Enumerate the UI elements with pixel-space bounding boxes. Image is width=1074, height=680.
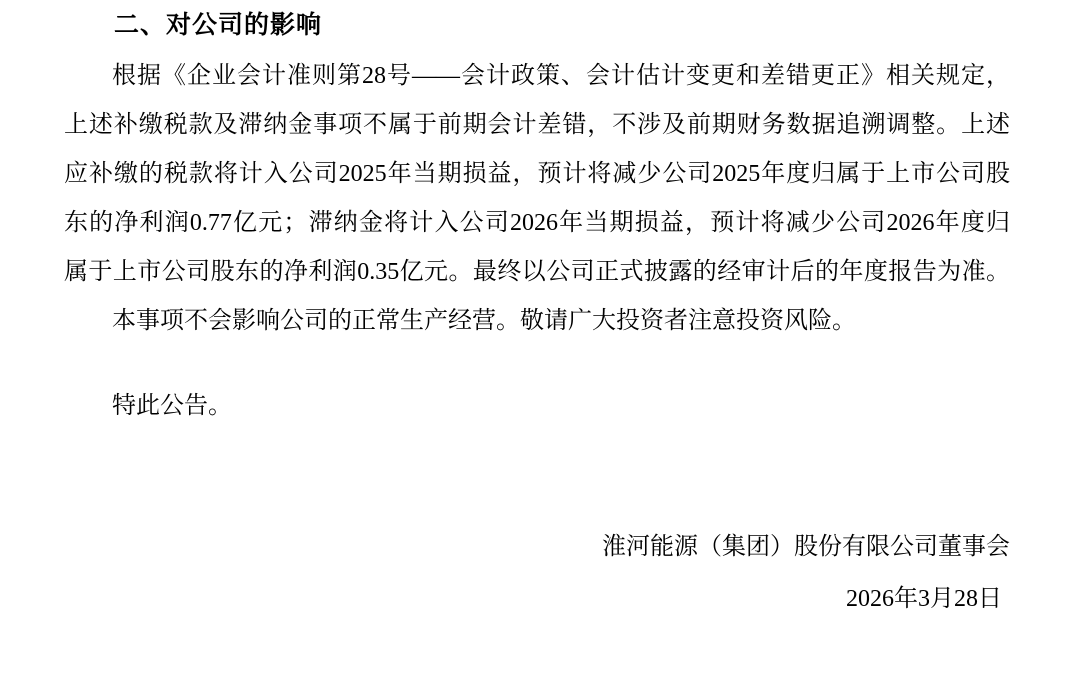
paragraph-line: 属于上市公司股东的净利润0.35亿元。最终以公司正式披露的经审计后的年度报告为准。: [64, 259, 1010, 285]
closing-statement: 特此公告。: [112, 393, 232, 419]
paragraph-line: 上述补缴税款及滞纳金事项不属于前期会计差错，不涉及前期财务数据追溯调整。上述: [64, 112, 1010, 138]
signature-company-board: 淮河能源（集团）股份有限公司董事会: [602, 534, 1010, 560]
announcement-date: 2026年3月28日: [846, 586, 1002, 612]
paragraph-risk-notice: 本事项不会影响公司的正常生产经营。敬请广大投资者注意投资风险。: [112, 308, 856, 334]
paragraph-line: 应补缴的税款将计入公司2025年当期损益，预计将减少公司2025年度归属于上市公司股: [64, 161, 1010, 187]
section-heading: 二、对公司的影响: [114, 12, 323, 39]
signature-block: [64, 523, 1010, 624]
paragraph-line: 根据《企业会计准则第28号——会计政策、会计估计变更和差错更正》相关规定，: [112, 63, 1010, 89]
paragraph-accounting-impact: [64, 52, 1010, 297]
paragraph-line: 东的净利润0.77亿元；滞纳金将计入公司2026年当期损益，预计将减少公司2026年度归: [64, 210, 1010, 236]
